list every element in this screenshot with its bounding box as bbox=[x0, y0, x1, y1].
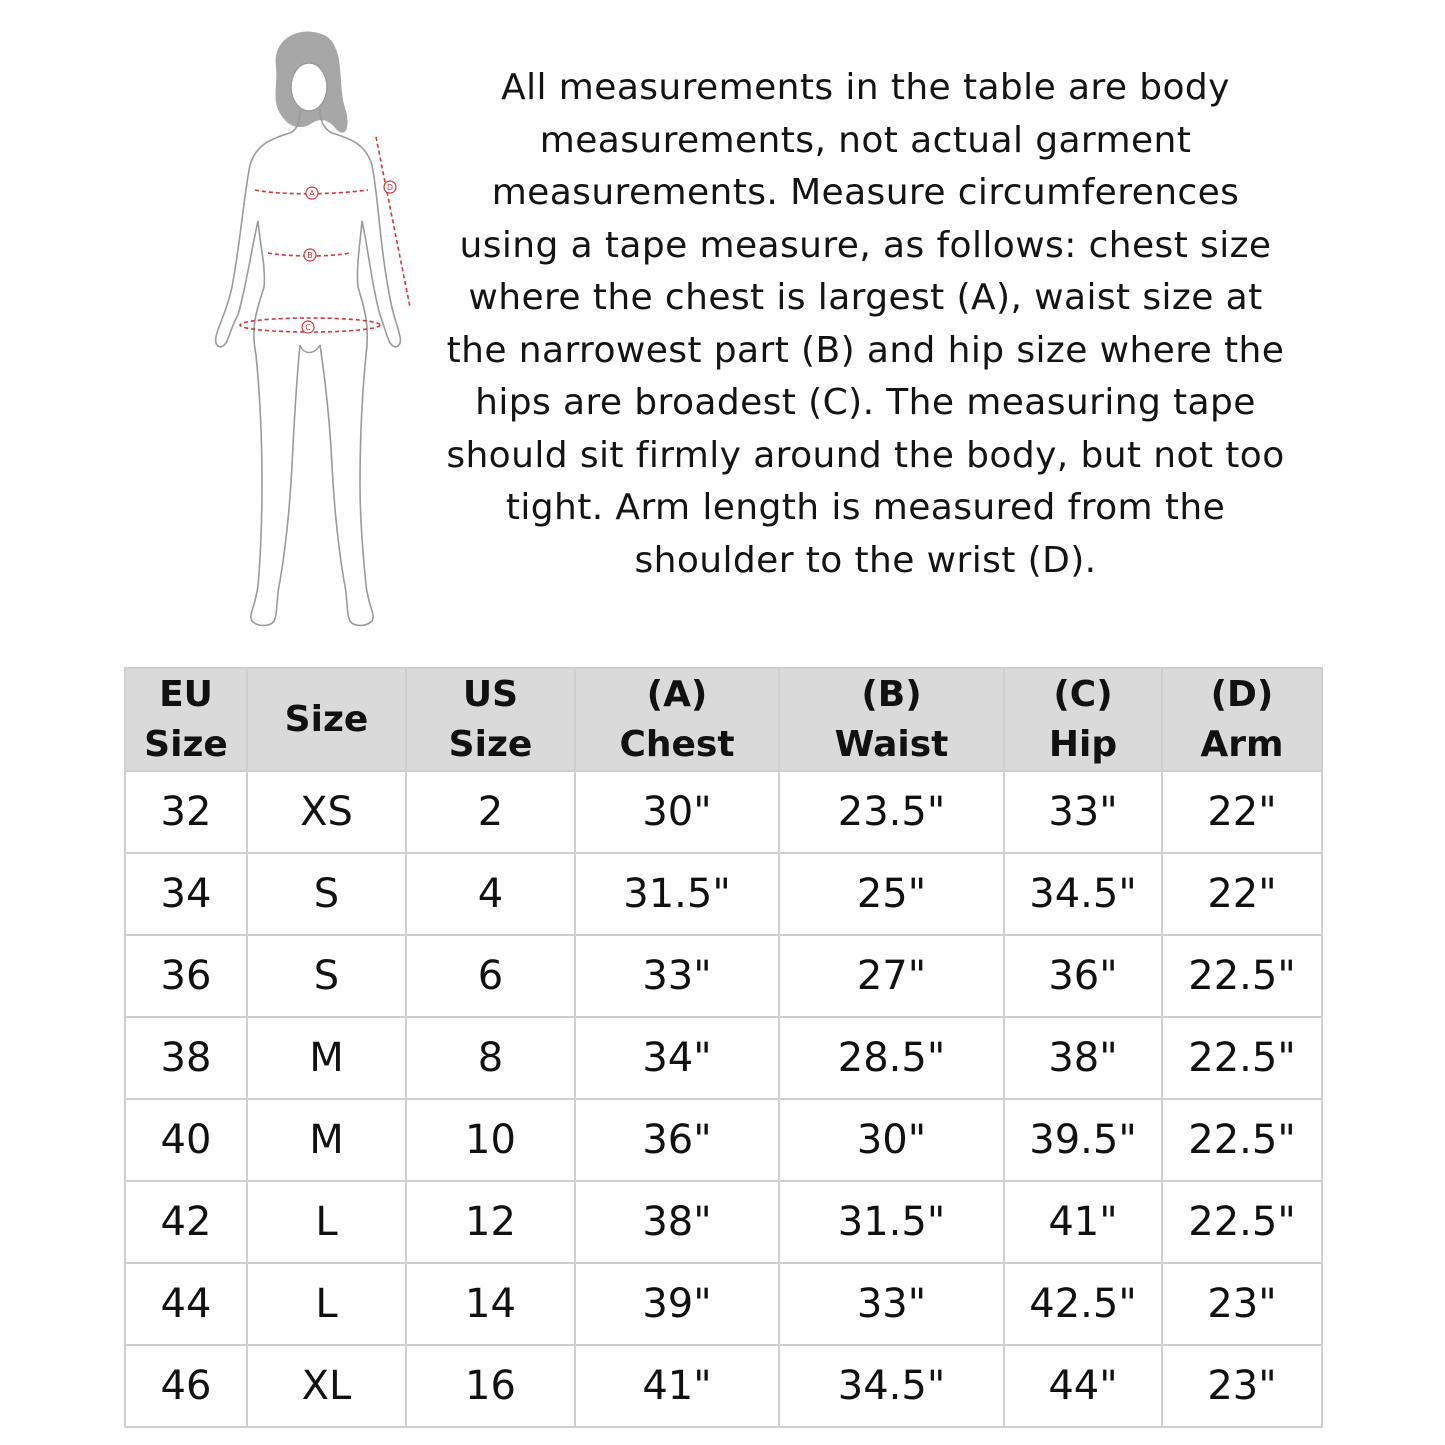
cell-size: XS bbox=[247, 771, 406, 853]
table-row bbox=[125, 771, 1322, 853]
table-row bbox=[125, 853, 1322, 935]
cell-chest: 33" bbox=[575, 935, 779, 1017]
cell-eu-size: 36 bbox=[125, 935, 247, 1017]
cell-eu-size: 40 bbox=[125, 1099, 247, 1181]
cell-hip: 36" bbox=[1004, 935, 1162, 1017]
cell-hip: 39.5" bbox=[1004, 1099, 1162, 1181]
cell-waist: 33" bbox=[779, 1263, 1004, 1345]
cell-waist: 31.5" bbox=[779, 1181, 1004, 1263]
cell-hip: 33" bbox=[1004, 771, 1162, 853]
cell-us-size: 14 bbox=[406, 1263, 575, 1345]
size-chart-table bbox=[124, 667, 1323, 1428]
cell-size: L bbox=[247, 1263, 406, 1345]
cell-hip: 34.5" bbox=[1004, 853, 1162, 935]
table-row bbox=[125, 1181, 1322, 1263]
cell-waist: 23.5" bbox=[779, 771, 1004, 853]
cell-chest: 39" bbox=[575, 1263, 779, 1345]
table-row bbox=[125, 1345, 1322, 1427]
cell-eu-size: 34 bbox=[125, 853, 247, 935]
cell-waist: 34.5" bbox=[779, 1345, 1004, 1427]
header-hip: (C) Hip bbox=[1004, 668, 1162, 771]
cell-arm: 23" bbox=[1162, 1345, 1322, 1427]
cell-hip: 42.5" bbox=[1004, 1263, 1162, 1345]
body-measurement-figure bbox=[200, 25, 430, 640]
cell-chest: 31.5" bbox=[575, 853, 779, 935]
measurement-instructions: All measurements in the table are body measurements, not actual garment measurements. Measure circumferences using a tape measure, as follows: chest size where the chest is largest (A), waist size at the narrowest part (B) and hip size where the hips are broadest (C). The measuring tape should sit firmly around the body, but not too tight. Arm length is measured from the shoulder to the wrist (D). bbox=[446, 67, 1285, 581]
cell-chest: 41" bbox=[575, 1345, 779, 1427]
table-header-row bbox=[125, 668, 1322, 771]
header-waist: (B) Waist bbox=[779, 668, 1004, 771]
cell-hip: 44" bbox=[1004, 1345, 1162, 1427]
marker-c: C bbox=[305, 323, 311, 332]
cell-eu-size: 32 bbox=[125, 771, 247, 853]
cell-waist: 30" bbox=[779, 1099, 1004, 1181]
cell-waist: 27" bbox=[779, 935, 1004, 1017]
cell-size: XL bbox=[247, 1345, 406, 1427]
table-row bbox=[125, 1263, 1322, 1345]
cell-us-size: 4 bbox=[406, 853, 575, 935]
cell-chest: 36" bbox=[575, 1099, 779, 1181]
marker-a: A bbox=[309, 189, 315, 198]
header-chest: (A) Chest bbox=[575, 668, 779, 771]
cell-arm: 22" bbox=[1162, 853, 1322, 935]
cell-arm: 22.5" bbox=[1162, 935, 1322, 1017]
cell-size: S bbox=[247, 853, 406, 935]
cell-size: S bbox=[247, 935, 406, 1017]
woman-outline-icon bbox=[200, 25, 430, 640]
cell-us-size: 12 bbox=[406, 1181, 575, 1263]
cell-arm: 23" bbox=[1162, 1263, 1322, 1345]
marker-d: D bbox=[386, 183, 394, 192]
cell-chest: 34" bbox=[575, 1017, 779, 1099]
header-eu-size: EU Size bbox=[125, 668, 247, 771]
cell-eu-size: 46 bbox=[125, 1345, 247, 1427]
cell-size: M bbox=[247, 1017, 406, 1099]
table-row bbox=[125, 1017, 1322, 1099]
cell-us-size: 10 bbox=[406, 1099, 575, 1181]
cell-eu-size: 42 bbox=[125, 1181, 247, 1263]
cell-us-size: 6 bbox=[406, 935, 575, 1017]
header-size: Size bbox=[247, 668, 406, 771]
cell-chest: 38" bbox=[575, 1181, 779, 1263]
cell-eu-size: 38 bbox=[125, 1017, 247, 1099]
cell-arm: 22.5" bbox=[1162, 1181, 1322, 1263]
table-row bbox=[125, 1099, 1322, 1181]
table-row bbox=[125, 935, 1322, 1017]
header-us-size: US Size bbox=[406, 668, 575, 771]
cell-hip: 38" bbox=[1004, 1017, 1162, 1099]
header-arm: (D) Arm bbox=[1162, 668, 1322, 771]
cell-chest: 30" bbox=[575, 771, 779, 853]
cell-size: L bbox=[247, 1181, 406, 1263]
cell-waist: 28.5" bbox=[779, 1017, 1004, 1099]
cell-arm: 22.5" bbox=[1162, 1099, 1322, 1181]
cell-eu-size: 44 bbox=[125, 1263, 247, 1345]
cell-us-size: 16 bbox=[406, 1345, 575, 1427]
cell-waist: 25" bbox=[779, 853, 1004, 935]
cell-hip: 41" bbox=[1004, 1181, 1162, 1263]
cell-arm: 22" bbox=[1162, 771, 1322, 853]
cell-arm: 22.5" bbox=[1162, 1017, 1322, 1099]
marker-b: B bbox=[307, 251, 313, 260]
cell-size: M bbox=[247, 1099, 406, 1181]
cell-us-size: 2 bbox=[406, 771, 575, 853]
cell-us-size: 8 bbox=[406, 1017, 575, 1099]
